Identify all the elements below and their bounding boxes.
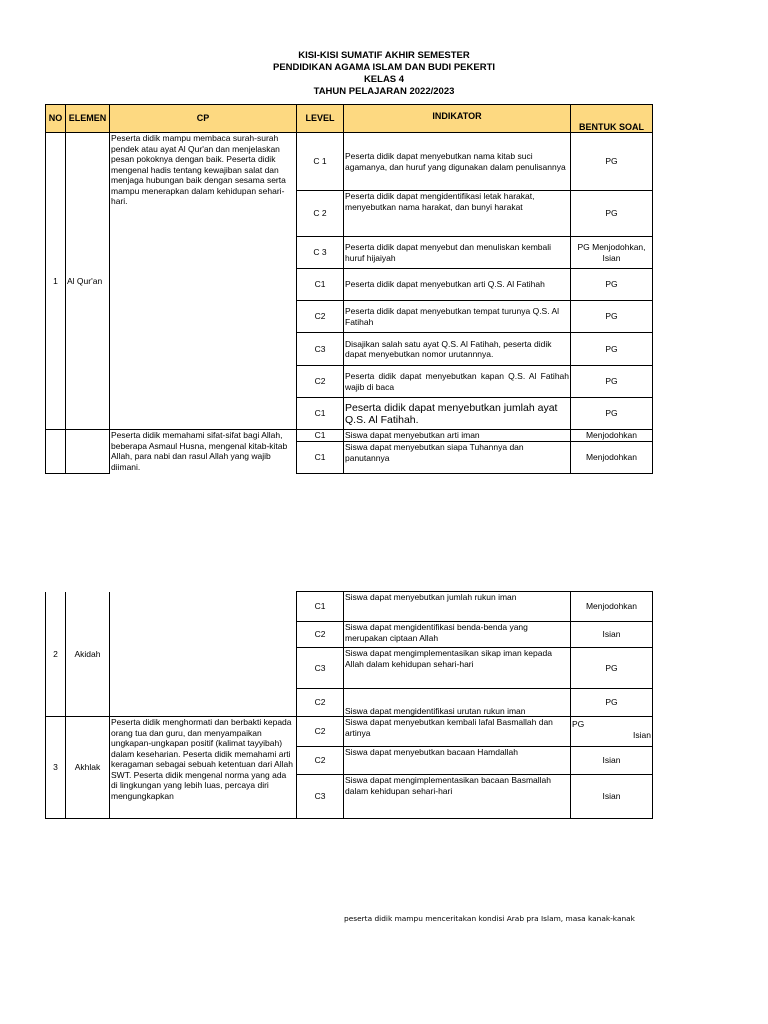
bentuk-soal-cell: Isian <box>571 622 653 648</box>
table-row <box>46 133 653 191</box>
level-cell: C2 <box>297 689 344 717</box>
indikator-cell: Siswa dapat mengimplementasikan bacaan Basmallah dalam kehidupan sehari-hari <box>344 775 571 819</box>
elemen-akidah: Akidah <box>66 592 110 717</box>
indikator-cell: Siswa dapat menyebutkan jumlah rukun iman <box>344 592 571 622</box>
level-cell: C2 <box>297 301 344 333</box>
cp-akhlak: Peserta didik menghormati dan berbakti kepada orang tua dan guru, dan menyampaikan ungkapan-ungkapan positif (kalimat tayyibah) dalam keseharian. Peserta didik memahami arti keragaman sebagai sebuah ketentuan dari Allah SWT. Peserta didik mengenal norma yang ada di lingkungan yang lebih luas, percaya diri mengungkapkan <box>110 717 297 819</box>
level-cell: C2 <box>297 622 344 648</box>
bentuk-soal-cell: PG <box>571 398 653 430</box>
empty-cell <box>66 430 110 474</box>
cp-akidah: Peserta didik memahami sifat-sifat bagi Allah, beberapa Asmaul Husna, mengenal kitab-kitab Allah, para nabi dan rasul Allah yang wajib diimani. <box>110 430 297 474</box>
elemen-akhlak: Akhlak <box>66 717 110 819</box>
level-cell: C 2 <box>297 191 344 237</box>
kisi-kisi-table-top <box>45 104 653 474</box>
table-row <box>46 592 653 622</box>
bentuk-soal-cell: PG Menjodohkan, Isian <box>571 237 653 269</box>
title-line-4: TAHUN PELAJARAN 2022/2023 <box>313 86 455 97</box>
cp-al-quran: Peserta didik mampu membaca surah-surah pendek atau ayat Al Qur'an dan menjelaskan pesan pokoknya dengan baik. Peserta didik mengenal hadis tentang kewajiban salat dan menjaga hubungan baik dengan sesama serta mampu menerapkan dalam kehidupan sehari-hari. <box>110 133 297 430</box>
row-number-3: 3 <box>46 717 66 819</box>
indikator-cell: Disajikan salah satu ayat Q.S. Al Fatihah, peserta didik dapat menyebutkan nomor urutannnya. <box>344 333 571 366</box>
bentuk-soal-cell: PG <box>571 269 653 301</box>
level-cell: C1 <box>297 592 344 622</box>
level-cell: C 1 <box>297 133 344 191</box>
table-row <box>46 717 653 747</box>
indikator-cell: Peserta didik dapat menyebutkan jumlah ayat Q.S. Al Fatihah. <box>344 398 571 430</box>
bentuk-soal-cell: PG <box>571 133 653 191</box>
indikator-cell: Peserta didik dapat menyebut dan menuliskan kembali huruf hijaiyah <box>344 237 571 269</box>
row-number-2: 2 <box>46 592 66 717</box>
bentuk-soal-cell: PG <box>571 191 653 237</box>
indikator-cell: Siswa dapat menyebutkan siapa Tuhannya dan panutannya <box>344 442 571 474</box>
indikator-cell: Peserta didik dapat mengidentifikasi letak harakat, menyebutkan nama harakat, dan bunyi harakat <box>344 191 571 237</box>
table-header-row <box>46 105 653 133</box>
bentuk-soal-cell: PG <box>571 301 653 333</box>
bentuk-soal-cell: Menjodohkan <box>571 430 653 442</box>
indikator-cell: Siswa dapat menyebutkan bacaan Hamdallah <box>344 747 571 775</box>
header-bentuk-soal: BENTUK SOAL <box>571 105 653 133</box>
elemen-al-quran: Al Qur'an <box>66 133 110 430</box>
bentuk-soal-cell: Isian <box>571 747 653 775</box>
document-title-block <box>0 50 768 98</box>
header-cp: CP <box>110 105 297 133</box>
bentuk-soal-cell: PG <box>571 333 653 366</box>
bentuk-soal-cell <box>571 717 653 747</box>
indikator-cell: Peserta didik dapat menyebutkan arti Q.S. Al Fatihah <box>344 269 571 301</box>
indikator-cell: Peserta didik dapat menyebutkan nama kitab suci agamanya, dan huruf yang digunakan dalam penulisannya <box>344 133 571 191</box>
bentuk-soal-cell: PG <box>571 689 653 717</box>
indikator-cell: Peserta didik dapat menyebutkan kapan Q.S. Al Fatihah wajib di baca <box>344 366 571 398</box>
indikator-cell: Siswa dapat mengimplementasikan sikap iman kepada Allah dalam kehidupan sehari-hari <box>344 648 571 689</box>
bentuk-soal-cell: Menjodohkan <box>571 592 653 622</box>
title-line-3: KELAS 4 <box>363 74 405 85</box>
level-cell: C1 <box>297 442 344 474</box>
indikator-cell: Peserta didik dapat menyebutkan tempat turunya Q.S. Al Fatihah <box>344 301 571 333</box>
title-line-2: PENDIDIKAN AGAMA ISLAM DAN BUDI PEKERTI <box>272 62 496 73</box>
empty-cell <box>110 592 297 717</box>
header-elemen: ELEMEN <box>66 105 110 133</box>
level-cell: C3 <box>297 648 344 689</box>
level-cell: C2 <box>297 717 344 747</box>
row-number-1: 1 <box>46 133 66 430</box>
level-cell: C 3 <box>297 237 344 269</box>
header-indikator: INDIKATOR <box>344 105 571 133</box>
level-cell: C3 <box>297 333 344 366</box>
bentuk-soal-cell: Isian <box>571 775 653 819</box>
empty-cell <box>46 430 66 474</box>
bentuk-soal-isian: Isian <box>633 730 651 740</box>
footer-note: peserta didik mampu menceritakan kondisi Arab pra Islam, masa kanak-kanak <box>344 914 635 923</box>
kisi-kisi-table-bottom <box>45 591 653 819</box>
level-cell: C2 <box>297 366 344 398</box>
indikator-cell: Siswa dapat menyebutkan arti iman <box>344 430 571 442</box>
level-cell: C3 <box>297 775 344 819</box>
level-cell: C2 <box>297 747 344 775</box>
bentuk-soal-pg: PG <box>572 719 585 729</box>
level-cell: C1 <box>297 430 344 442</box>
level-cell: C1 <box>297 398 344 430</box>
indikator-cell: Siswa dapat mengidentifikasi urutan rukun iman <box>344 689 571 717</box>
table-row <box>46 430 653 442</box>
bentuk-soal-cell: Menjodohkan <box>571 442 653 474</box>
bentuk-soal-cell: PG <box>571 366 653 398</box>
bentuk-soal-cell: PG <box>571 648 653 689</box>
indikator-cell: Siswa dapat menyebutkan kembali lafal Basmallah dan artinya <box>344 717 571 747</box>
header-no: NO <box>46 105 66 133</box>
title-line-1: KISI-KISI SUMATIF AKHIR SEMESTER <box>298 50 470 61</box>
header-level: LEVEL <box>297 105 344 133</box>
level-cell: C1 <box>297 269 344 301</box>
indikator-cell: Siswa dapat mengidentifikasi benda-benda yang merupakan ciptaan Allah <box>344 622 571 648</box>
